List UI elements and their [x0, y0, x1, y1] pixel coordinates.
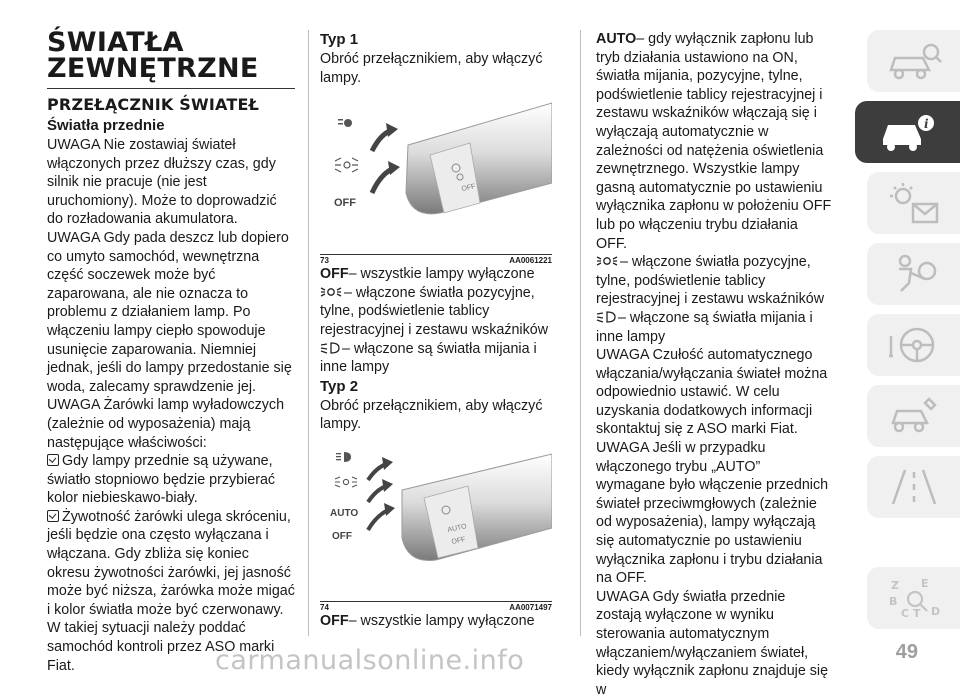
figure-74	[320, 440, 552, 612]
note-fog-lights: UWAGA Jeśli w przypadku włączonego trybu „AUTO” wymagane było włączenie przednich świateł przeciwmgłowych (zależnie od wyposażenia), lampy wyłączają się automatycznie po ustawieniu wyłącznika zapłonu i trybu działania na OFF.	[596, 440, 829, 587]
tools-road-icon	[885, 464, 943, 510]
legend-low-beam: – włączone są światła mijania i inne lampy	[320, 340, 537, 376]
page-number: 49	[895, 641, 918, 663]
low-beam-icon	[320, 341, 340, 355]
low-beam-icon	[596, 310, 616, 324]
svg-text:OFF: OFF	[460, 183, 477, 194]
legend-off: OFF– wszystkie lampy wyłączone	[320, 266, 535, 283]
legend-low-beam-auto: – włączone są światła mijania i inne lampy	[596, 309, 813, 345]
legend-parking-lights-auto: – włączone światła pozycyjne, tylne, podświetlenie tablicy rejestracyjnej i zestawu wskaźników	[596, 254, 825, 308]
note-condensation: UWAGA Gdy pada deszcz lub dopiero co umyto samochód, wewnętrzna część soczewek może być zaparowana, ale nie oznacza to problemu z działaniem lamp. Po włączeniu lampy ciepło spowoduje usunięcie zaparowania. Niemniej jednak, jeśli do lampy przedostanie się woda, zalecamy sprawdzenie jej.	[47, 229, 292, 395]
tab-index[interactable]	[867, 567, 960, 629]
type2-instruction: Obróć przełącznikiem, aby włączyć lampy.	[320, 397, 543, 433]
car-info-icon	[879, 109, 937, 155]
fig2-label-auto: AUTO	[330, 507, 359, 519]
figure-number: 73	[320, 256, 329, 266]
note-auto-off: UWAGA Gdy światła przednie zostają wyłączone w wyniku sterowania automatycznym włączaniem/wyłączaniem świateł, kiedy wyłącznik zapłonu znajduje się w	[596, 588, 829, 698]
heading-type2: Typ 2	[320, 377, 359, 395]
tab-starting-driving[interactable]	[867, 314, 960, 376]
note-battery: UWAGA Nie zostawiaj świateł włączonych przez dłuższy czas, gdy silnik nie pracuje (nie jest uruchomiony). Może to doprowadzić do rozładowania akumulatora.	[47, 137, 277, 228]
tab-maintenance[interactable]	[867, 456, 960, 518]
svg-text:C: C	[900, 607, 909, 620]
alphabetical-index-icon	[885, 575, 943, 621]
svg-text:B: B	[888, 595, 897, 608]
figure-caption	[320, 601, 552, 612]
parking-lights-icon	[596, 254, 618, 268]
column-middle	[320, 30, 552, 631]
checkmark-icon	[47, 510, 59, 522]
legend-off-type2: OFF– wszystkie lampy wyłączone	[320, 612, 535, 629]
tab-safety[interactable]	[867, 243, 960, 305]
tab-emergency[interactable]	[867, 385, 960, 447]
fig2-label-off: OFF	[332, 530, 352, 542]
tab-warning-lights[interactable]	[867, 172, 960, 234]
light-switch-type2-illustration	[320, 440, 552, 596]
column-right	[596, 30, 832, 699]
heading-type1: Typ 1	[320, 31, 359, 48]
tab-car-info[interactable]	[855, 101, 960, 163]
tab-car-search[interactable]	[867, 30, 960, 92]
figure-code: AA0061221	[509, 256, 552, 266]
svg-text:OFF: OFF	[450, 536, 467, 546]
legend-auto: AUTO– gdy wyłącznik zapłonu lub tryb działania ustawiono na ON, światła mijania, pozycyjne, tylne, podświetlenie tablicy rejestracyjnej i zestawu wskaźników włączają się i wyłączają automatycznie w zależności od natężenia oświetlenia zewnętrznego. Wszystkie lampy gasną automatycznie po ustawieniu wyłącznika zapłonu w położeniu OFF lub po włączeniu trybu działania OFF.	[596, 31, 832, 252]
column-left	[47, 27, 295, 675]
column-divider	[308, 30, 309, 636]
car-service-icon	[885, 393, 943, 439]
figure-caption	[320, 254, 552, 265]
svg-text:AUTO: AUTO	[446, 523, 468, 534]
warning-lights-icon	[885, 180, 943, 226]
figure-73	[320, 93, 552, 265]
section-title: ŚWIATŁA ZEWNĘTRZNE	[47, 27, 259, 84]
title-rule	[47, 88, 295, 89]
car-search-icon	[885, 38, 943, 84]
svg-text:T: T	[912, 607, 921, 620]
column-divider	[580, 30, 581, 636]
bullet-item: Gdy lampy przednie są używane, światło stopniowo będzie przybierać kolor niebieskawo-biały.	[47, 453, 276, 507]
footer-watermark: carmanualsonline.info	[215, 645, 525, 676]
note-discharge-bulbs: UWAGA Żarówki lamp wyładowczych (zależnie od wyposażenia) mają następujące właściwości:	[47, 397, 285, 451]
parking-lights-icon	[320, 285, 342, 299]
type1-instruction: Obróć przełącznikiem, aby włączyć lampy.	[320, 51, 543, 86]
note-sensitivity: UWAGA Czułość automatycznego włączania/wyłączania świateł można odpowiednio ustawić. W celu uzyskania dodatkowych informacji skontaktuj się z ASO marki Fiat.	[596, 347, 828, 438]
steering-wheel-icon	[885, 322, 943, 368]
svg-text:i: i	[923, 117, 929, 131]
heading-headlights: Światła przednie	[47, 117, 165, 134]
legend-parking-lights: – włączone światła pozycyjne, tylne, podświetlenie tablicy rejestracyjnej i zestawu wskaźników	[320, 284, 549, 338]
light-switch-type1-illustration	[320, 93, 552, 249]
subsection-title: PRZEŁĄCZNIK ŚWIATEŁ	[47, 95, 260, 114]
svg-text:E: E	[920, 577, 929, 590]
svg-text:D: D	[930, 605, 940, 618]
fig1-label-off: OFF	[334, 197, 356, 210]
bullet-item: Żywotność żarówki ulega skróceniu, jeśli będzie ona często wyłączana i włączana. Gdy zbliża się koniec okresu żywotności żarówki, jej jasność może być niższa, żarówka może migać i kolor światła może być czerwonawy. W takiej sytuacji należy poddać samochód kontroli przez ASO marki Fiat.	[47, 508, 295, 674]
figure-number: 74	[320, 602, 329, 612]
checkmark-icon	[47, 454, 59, 466]
figure-code: AA0071497	[509, 602, 552, 612]
airbag-person-icon	[885, 251, 943, 297]
svg-text:Z: Z	[890, 579, 899, 592]
